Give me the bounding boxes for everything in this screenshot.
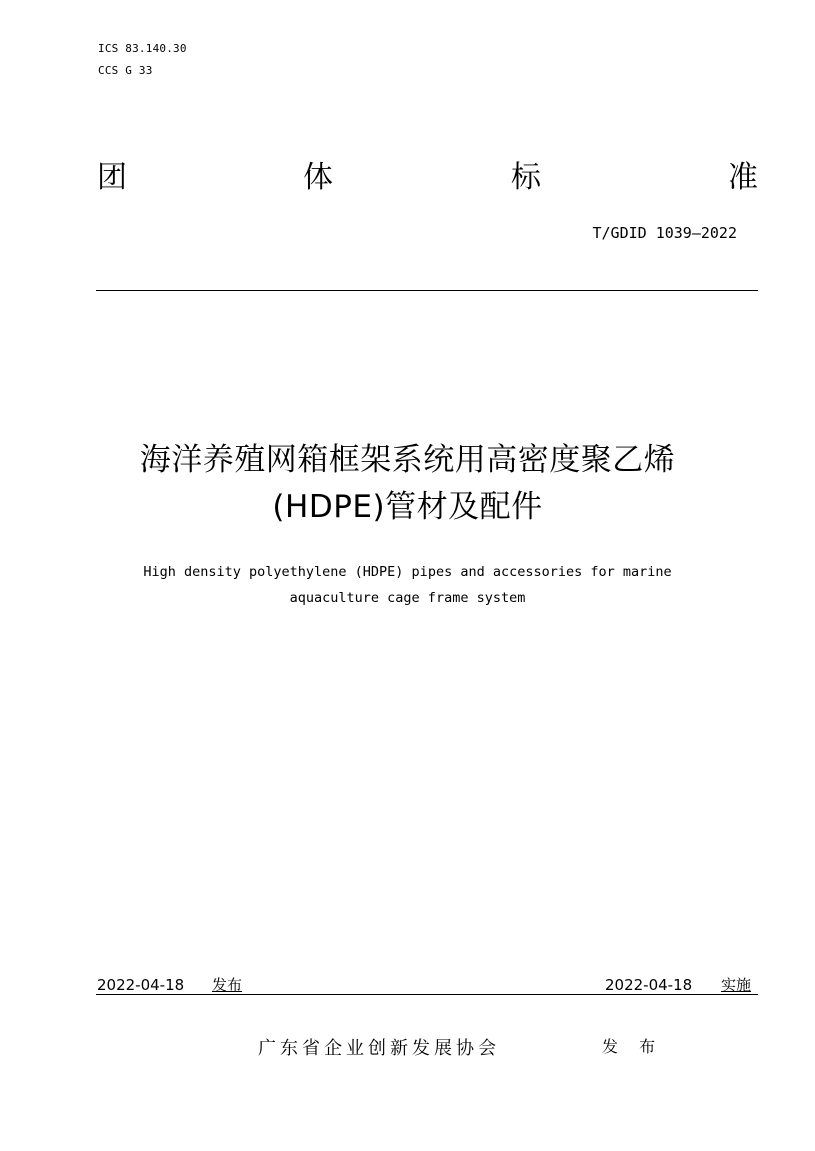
group-standard-char-2: 体	[303, 160, 333, 195]
group-standard-char-1: 团	[97, 160, 127, 195]
implement-date: 2022-04-18	[605, 976, 693, 994]
publish-label: 发布	[212, 976, 243, 994]
title-chinese-line-1: 海洋养殖网箱框架系统用高密度聚乙烯	[139, 442, 676, 478]
title-chinese-line-2: (HDPE)管材及配件	[272, 489, 543, 525]
implement-label: 实施	[721, 976, 752, 994]
ccs-code: CCS G 33	[98, 64, 153, 77]
standard-number: T/GDID 1039—2022	[592, 224, 737, 242]
ics-code: ICS 83.140.30	[98, 42, 187, 55]
issuer-action: 发 布	[602, 1037, 664, 1056]
title-english-line-1: High density polyethylene (HDPE) pipes and accessories for marine	[143, 564, 672, 580]
header-divider	[96, 290, 758, 291]
title-english-line-2: aquaculture cage frame system	[289, 590, 526, 606]
issuing-organization: 广东省企业创新发展协会	[258, 1038, 500, 1059]
publish-date: 2022-04-18	[97, 976, 185, 994]
date-divider	[96, 994, 758, 995]
group-standard-char-3: 标	[511, 160, 541, 195]
group-standard-char-4: 准	[728, 160, 758, 195]
